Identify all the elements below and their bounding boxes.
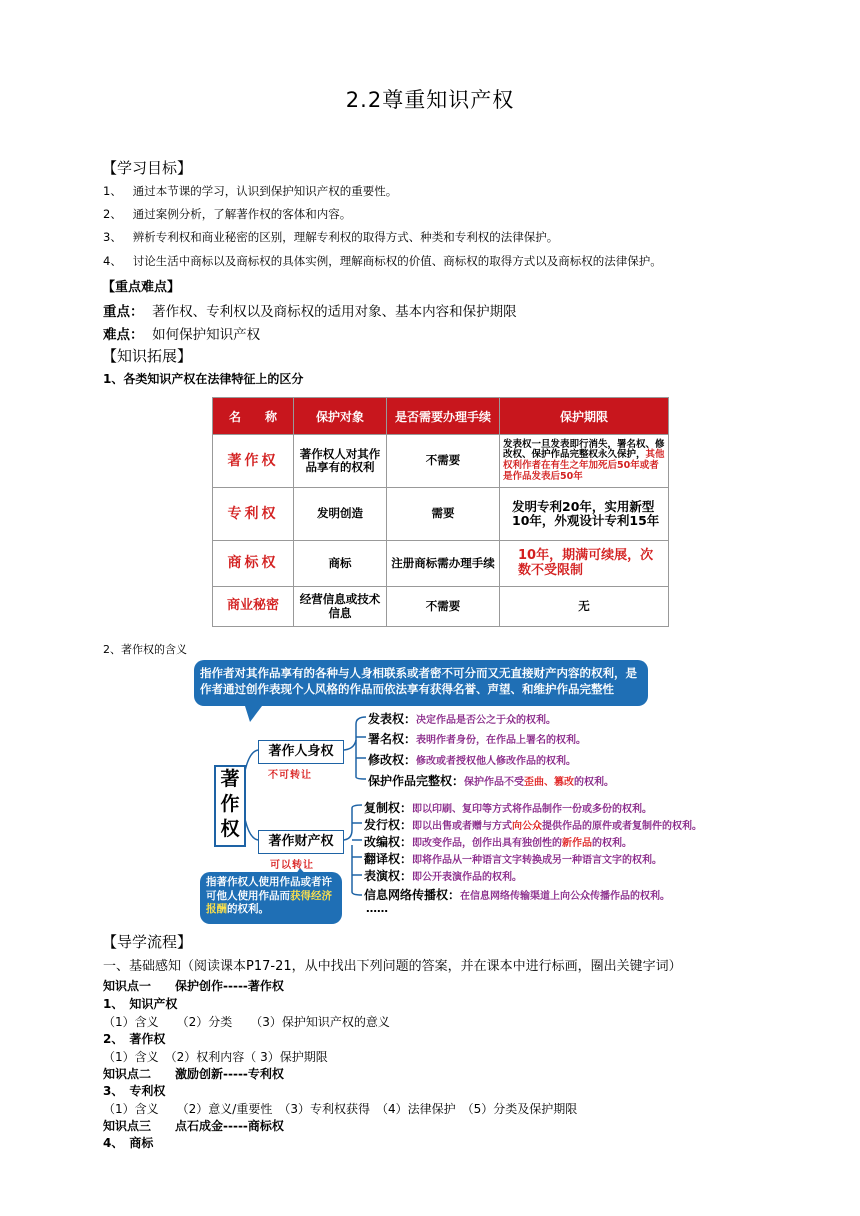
table-cell: 10年，期满可续展，次数不受限制 xyxy=(500,541,669,587)
sub-items: （1）含义 （2）意义/重要性 （3）专利权获得 （4）法律保护 （5）分类及保护期限 xyxy=(103,1102,578,1116)
personal-right-box: 著作人身权 xyxy=(258,740,344,764)
right-desc: 的权利。 xyxy=(574,777,615,788)
personal-right-note: 不可转让 xyxy=(268,770,312,781)
goal-text: 辨析专利权和商业秘密的区别，理解专利权的取得方式、种类和专利权的法律保护。 xyxy=(132,230,559,244)
property-right-item xyxy=(364,833,632,850)
right-desc: 修改或者授权他人修改作品的权利。 xyxy=(416,756,577,767)
page-title: 2.2尊重知识产权 xyxy=(345,88,515,112)
table-cell: 发明创造 xyxy=(294,488,387,541)
knowledge-point-3: 知识点三 点石成金-----商标权 xyxy=(103,1119,284,1133)
personal-right-item xyxy=(368,730,586,747)
right-desc: 提供作品的原件或者复制件的权利。 xyxy=(542,821,703,832)
sub-heading: 1、 知识产权 xyxy=(103,997,178,1011)
right-name: 复制权： xyxy=(364,801,413,815)
sub-items: （1）含义 （2）分类 （3）保护知识产权的意义 xyxy=(103,1015,390,1029)
property-right-item xyxy=(364,867,522,884)
bubble-text: 指著作权人使用作品或者许可他人使用作品而 xyxy=(206,876,332,902)
table-cell: 发明专利20年，实用新型10年，外观设计专利15年 xyxy=(500,488,669,541)
ext-item-1: 1、各类知识产权在法律特征上的区分 xyxy=(103,372,304,386)
right-name: 署名权： xyxy=(368,732,417,746)
table-cell: 不需要 xyxy=(387,587,500,627)
ext-item-2: 2、著作权的含义 xyxy=(103,643,187,656)
property-right-item xyxy=(364,850,662,867)
knowledge-point-2: 知识点二 激励创新-----专利权 xyxy=(103,1067,284,1081)
table-cell: 无 xyxy=(500,587,669,627)
property-right-item xyxy=(364,816,702,833)
goal-text: 讨论生活中商标以及商标权的具体实例，理解商标权的价值、商标权的取得方式以及商标权的法律保护。 xyxy=(132,254,662,268)
sub-items: （1）含义 （2）权利内容（ 3）保护期限 xyxy=(103,1050,328,1064)
difficulty-label: 难点： xyxy=(103,327,144,343)
table-cell: 商业秘密 xyxy=(213,587,294,627)
right-desc: 保护作品不受 xyxy=(464,777,525,788)
table-cell: 需要 xyxy=(387,488,500,541)
goal-num: 2、 xyxy=(103,207,122,221)
right-name: 修改权： xyxy=(368,753,417,767)
right-desc: 表明作者身份，在作品上署名的权利。 xyxy=(416,735,587,746)
table-cell: 著作权 xyxy=(213,435,294,488)
right-name: 保护作品完整权： xyxy=(368,774,465,788)
table-cell: 商标 xyxy=(294,541,387,587)
sub-heading: 2、 著作权 xyxy=(103,1032,166,1046)
flow-intro: 一、基础感知（阅读课本P17-21，从中找出下列问题的答案，并在课本中进行标画，圈出关键字词） xyxy=(103,959,682,974)
table-header: 名 称 xyxy=(213,398,294,435)
right-name: 表演权： xyxy=(364,869,413,883)
bubble-text-highlight: 获得经济报酬 xyxy=(206,889,332,916)
table-cell: 经营信息或技术信息 xyxy=(294,587,387,627)
property-right-note: 可以转让 xyxy=(270,860,314,871)
table-cell: 专利权 xyxy=(213,488,294,541)
right-desc-highlight: 新作品 xyxy=(562,838,593,849)
goal-text: 通过本节课的学习，认识到保护知识产权的重要性。 xyxy=(132,184,398,198)
right-name: 翻译权： xyxy=(364,852,413,866)
right-name: 信息网络传播权： xyxy=(364,888,461,902)
right-desc: 在信息网络传输渠道上向公众传播作品的权利。 xyxy=(460,891,671,902)
table-cell: 商标权 xyxy=(213,541,294,587)
goal-num: 4、 xyxy=(103,254,122,268)
right-desc: 即以出售或者赠与方式 xyxy=(412,821,513,832)
right-desc: 即以印刷、复印等方式将作品制作一份或多份的权利。 xyxy=(412,804,653,815)
table-header: 保护对象 xyxy=(294,398,387,435)
personal-right-item xyxy=(368,751,576,768)
focus-text: 著作权、专利权以及商标权的适用对象、基本内容和保护期限 xyxy=(152,304,517,320)
focus-label: 重点： xyxy=(103,304,144,320)
sub-heading: 4、 商标 xyxy=(103,1136,154,1150)
right-name: 发行权： xyxy=(364,818,413,832)
bubble-text: 的权利。 xyxy=(227,903,269,916)
property-right-item xyxy=(364,799,652,816)
table-header: 是否需要办理手续 xyxy=(387,398,500,435)
knowledge-point-1: 知识点一 保护创作-----著作权 xyxy=(103,979,284,993)
ext-heading: 【知识拓展】 xyxy=(102,347,193,365)
right-desc-highlight: 向公众 xyxy=(512,821,543,832)
term-black: 发表权一旦发表即行消失，署名权、修改权、保护作品完整权永久保护， xyxy=(503,438,665,461)
right-desc: 即改变作品，创作出具有独创性的 xyxy=(412,838,563,849)
goal-num: 3、 xyxy=(103,230,122,244)
goal-text: 通过案例分析，了解著作权的客体和内容。 xyxy=(132,207,352,221)
table-cell: 不需要 xyxy=(387,435,500,488)
right-name: 改编权： xyxy=(364,835,413,849)
goal-num: 1、 xyxy=(103,184,122,198)
personal-right-item xyxy=(368,772,614,789)
sub-heading: 3、 专利权 xyxy=(103,1084,166,1098)
table-cell: 注册商标需办理手续 xyxy=(387,541,500,587)
property-right-ellipsis: …… xyxy=(366,902,388,915)
goals-heading: 【学习目标】 xyxy=(102,159,193,177)
key-heading: 【重点难点】 xyxy=(102,280,181,295)
property-right-note-bubble xyxy=(200,872,342,924)
term-red: 其他权利作者在有生之年加死后50年或者是作品发表后50年 xyxy=(503,449,665,482)
right-desc: 即将作品从一种语言文字转换成另一种语言文字的权利。 xyxy=(412,855,663,866)
right-desc: 即公开表演作品的权利。 xyxy=(412,872,523,883)
personal-right-item xyxy=(368,710,556,727)
difficulty-text: 如何保护知识产权 xyxy=(152,327,261,343)
property-right-box: 著作财产权 xyxy=(258,830,344,854)
table-header: 保护期限 xyxy=(500,398,669,435)
personal-right-note-bubble: 指作者对其作品享有的各种与人身相联系或者密不可分而又无直接财产内容的权利，是作者通过创作表现个人风格的作品而依法享有获得名誉、声望、和维护作品完整性 xyxy=(194,660,648,706)
right-desc: 的权利。 xyxy=(592,838,633,849)
table-cell: 著作权人对其作品享有的权利 xyxy=(294,435,387,488)
right-name: 发表权： xyxy=(368,712,417,726)
property-right-item xyxy=(364,886,670,903)
flow-heading: 【导学流程】 xyxy=(102,933,193,951)
copyright-center-box: 著作权 xyxy=(214,765,246,847)
right-desc-highlight: 歪曲、篡改 xyxy=(524,777,575,788)
right-desc: 决定作品是否公之于众的权利。 xyxy=(416,715,557,726)
